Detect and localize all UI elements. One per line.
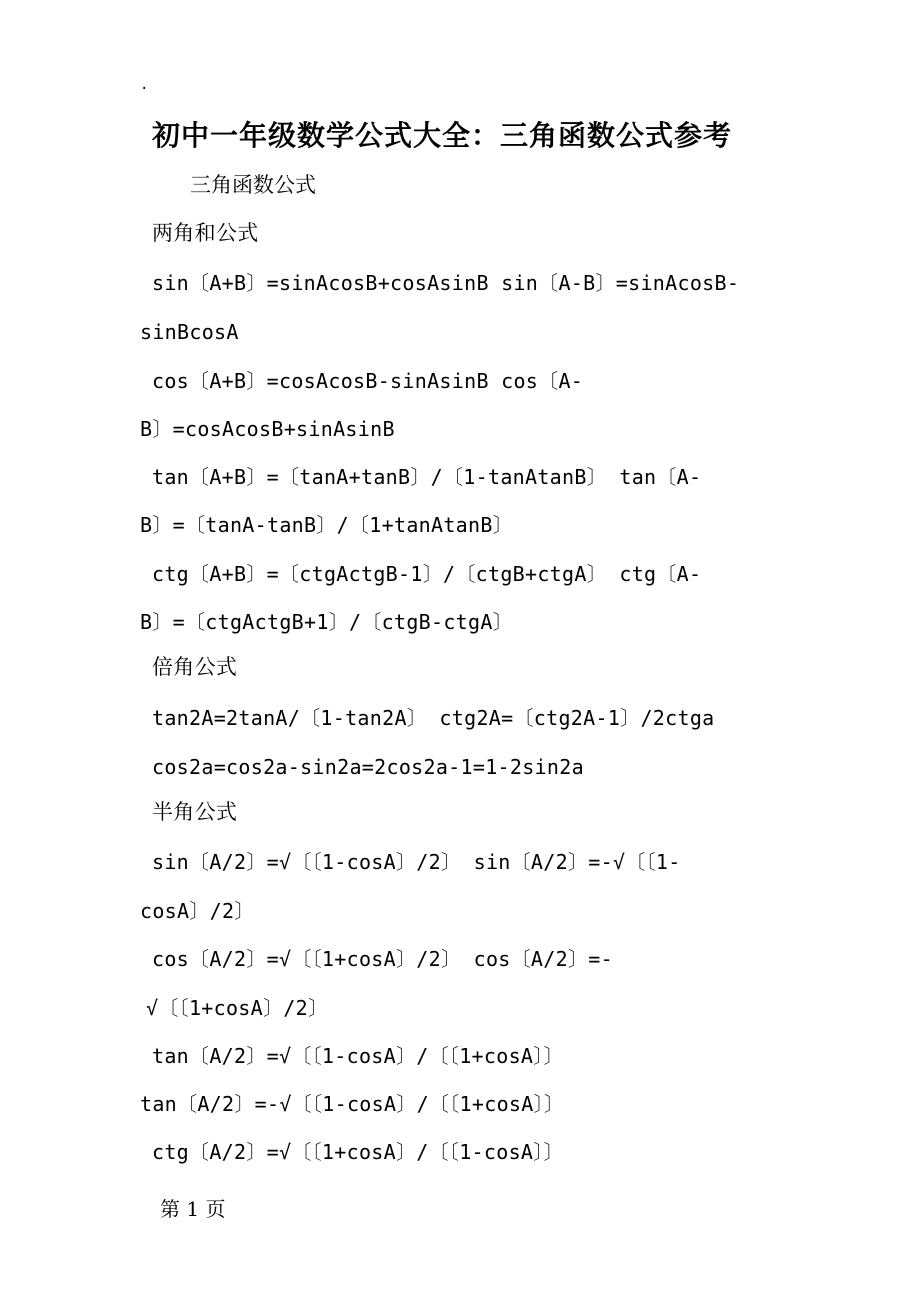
formula-line: B〕=cosAcosB+sinAsinB: [140, 417, 395, 441]
formula-line: √〔〔1+cosA〕/2〕: [146, 996, 329, 1020]
formula-line: cosA〕/2〕: [140, 899, 255, 923]
formula-line: ctg〔A/2〕=√〔〔1+cosA〕/〔〔1-cosA〕〕: [152, 1140, 564, 1164]
page-marker: .: [140, 77, 149, 93]
formula-line: tan〔A/2〕=√〔〔1-cosA〕/〔〔1+cosA〕〕: [152, 1044, 564, 1068]
section-subtitle: 三角函数公式: [190, 173, 316, 197]
formula-line: B〕=〔tanA-tanB〕/〔1+tanAtanB〕: [140, 513, 514, 537]
formula-line: sin〔A/2〕=√〔〔1-cosA〕/2〕 sin〔A/2〕=-√〔〔1-: [152, 850, 681, 874]
formula-line: tan〔A+B〕=〔tanA+tanB〕/〔1-tanAtanB〕 tan〔A-: [152, 465, 702, 489]
page-number: 第 1 页: [160, 1197, 226, 1221]
heading-sum-formulas: 两角和公式: [152, 221, 259, 245]
formula-line: sin〔A+B〕=sinAcosB+cosAsinB sin〔A-B〕=sinAcosB-: [152, 271, 740, 295]
formula-line: cos〔A/2〕=√〔〔1+cosA〕/2〕 cos〔A/2〕=-: [152, 947, 613, 971]
formula-line: cos2a=cos2a-sin2a=2cos2a-1=1-2sin2a: [152, 755, 584, 779]
formula-line: tan〔A/2〕=-√〔〔1-cosA〕/〔〔1+cosA〕〕: [140, 1092, 565, 1116]
formula-line: sinBcosA: [140, 320, 239, 344]
heading-double-angle: 倍角公式: [152, 655, 238, 679]
heading-half-angle: 半角公式: [152, 800, 238, 824]
formula-line: cos〔A+B〕=cosAcosB-sinAsinB cos〔A-: [152, 369, 584, 393]
formula-line: ctg〔A+B〕=〔ctgActgB-1〕/〔ctgB+ctgA〕 ctg〔A-: [152, 562, 702, 586]
formula-line: tan2A=2tanA/〔1-tan2A〕 ctg2A=〔ctg2A-1〕/2ctga: [152, 706, 715, 730]
page-title: 初中一年级数学公式大全：三角函数公式参考: [152, 119, 733, 152]
formula-line: B〕=〔ctgActgB+1〕/〔ctgB-ctgA〕: [140, 610, 514, 634]
